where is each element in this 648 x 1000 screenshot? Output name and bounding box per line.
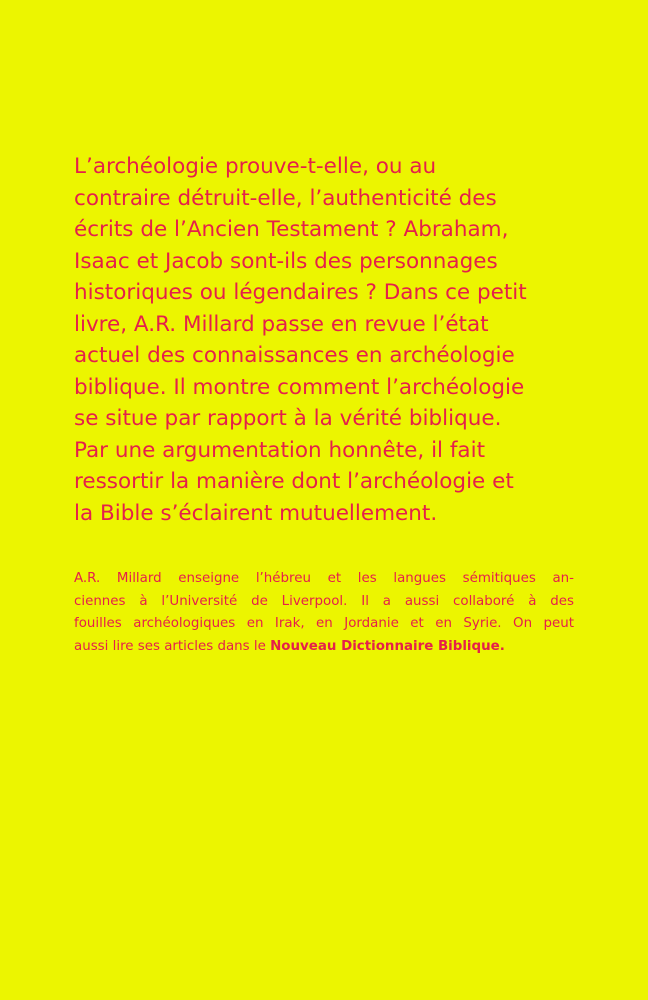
blurb-line: historiques ou légendaires ? Dans ce petit	[74, 280, 527, 305]
bio-line: fouilles archéologiques en Irak, en Jordanie et en Syrie. On peut	[74, 616, 574, 631]
blurb-line: Isaac et Jacob sont-ils des personnages	[74, 248, 498, 274]
blurb-line: Par une argumentation honnête, il fait	[74, 437, 486, 463]
blurb-line: ressortir la manière dont l’archéologie et	[74, 469, 514, 494]
blurb-line: biblique. Il montre comment l’archéologie	[74, 374, 525, 400]
bio-line: A.R. Millard enseigne l’hébreu et les langues sémitiques an-	[74, 571, 574, 586]
bio-line: ciennes à l’Université de Liverpool. Il a aussi collaboré à des	[74, 593, 574, 609]
blurb-line: écrits de l’Ancien Testament ? Abraham,	[74, 217, 509, 242]
book-reference-period: .	[499, 638, 505, 654]
book-reference-title: Nouveau Dictionnaire Biblique	[270, 638, 500, 654]
book-blurb	[74, 151, 594, 529]
blurb-line: actuel des connaissances en archéologie	[74, 343, 515, 368]
blurb-line: la Bible s’éclairent mutuellement.	[74, 500, 438, 526]
blurb-line: contraire détruit-elle, l’authenticité des	[74, 185, 497, 211]
author-bio	[74, 568, 574, 658]
blurb-line: livre, A.R. Millard passe en revue l’état	[74, 311, 489, 337]
bio-line	[74, 636, 574, 659]
bio-line-text: aussi lire ses articles dans le	[74, 638, 271, 654]
blurb-line: L’archéologie prouve-t-elle, ou au	[74, 154, 437, 179]
blurb-line: se situe par rapport à la vérité biblique.	[74, 406, 502, 431]
